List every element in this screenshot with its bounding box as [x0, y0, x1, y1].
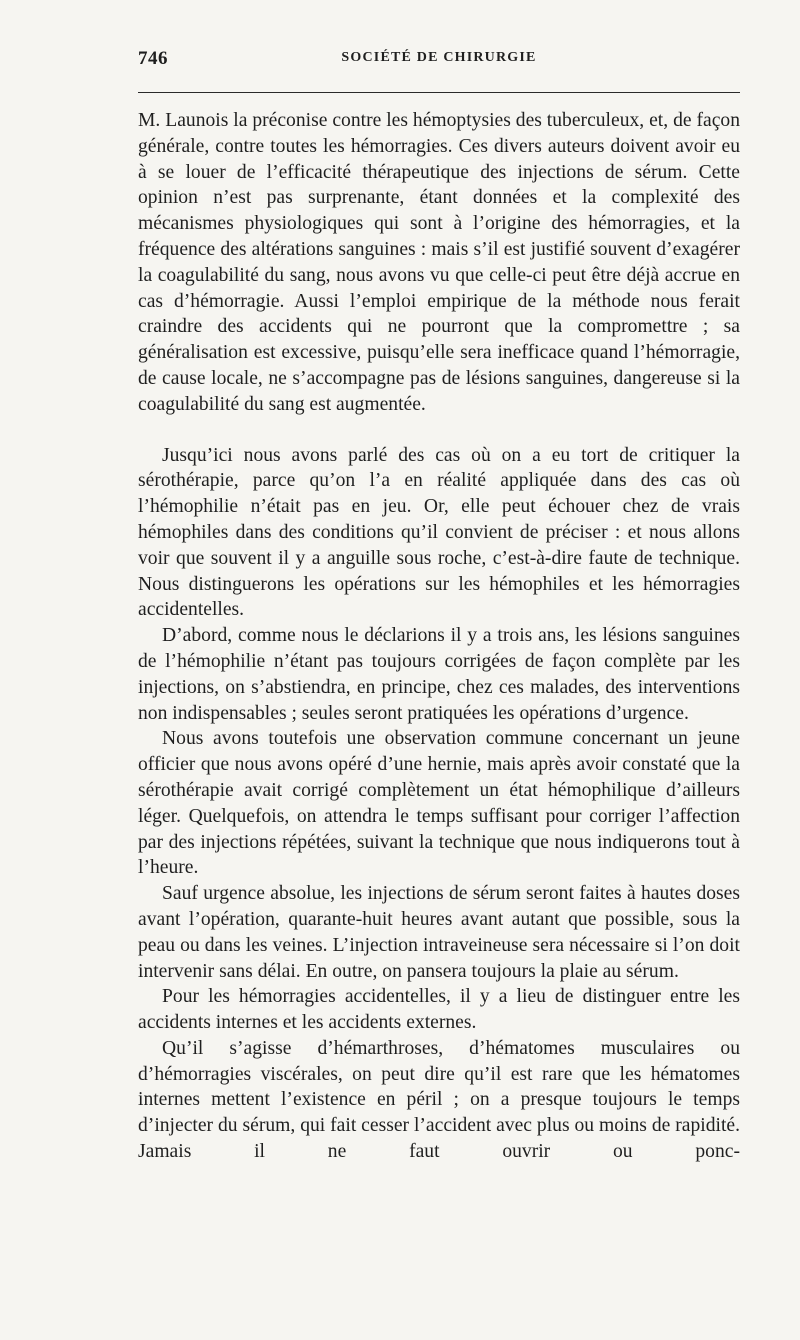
- page-number: 746: [138, 48, 168, 69]
- paragraph: Nous avons toutefois une observation commune concernant un jeune officier que nous avons opéré d’une hernie, mais après avoir constaté que la sérothérapie avait corrigé complètement un état hémophilique d’ailleurs léger. Quelquefois, on attendra le temps suffisant pour corriger l’affection par des injections répétées, suivant la technique que nous indiquerons tout à l’heure.: [138, 728, 740, 879]
- paragraph: M. Launois la préconise contre les hémoptysies des tuberculeux, et, de façon générale, contre toutes les hémorragies. Ces divers auteurs doivent avoir eu à se louer de l’efficacité thérapeutique des injections de sérum. Cette opinion n’est pas surprenante, étant données et la complexité des mécanismes physiologiques qui sont à l’origine des hémorragies, et la fréquence des altérations sanguines : mais s’il est justifié souvent d’exagérer la coagulabilité du sang, nous avons vu que celle-ci peut être déjà accrue en cas d’hémorragie. Aussi l’emploi empirique de la méthode nous ferait craindre des accidents qui ne pourront que la compromettre ; sa généralisation est excessive, puisqu’elle sera inefficace quand l’hémorragie, de cause locale, ne s’accompagne pas de lésions sanguines, dangereuse si la coagulabilité du sang est augmentée.: [138, 110, 740, 415]
- paragraph: Sauf urgence absolue, les injections de sérum seront faites à hautes doses avant l’opération, quarante-huit heures avant autant que possible, sous la peau ou dans les veines. L’injection intraveineuse sera nécessaire si l’on doit intervenir sans délai. En outre, on pansera toujours la plaie au sérum.: [138, 883, 740, 982]
- paragraph: Pour les hémorragies accidentelles, il y a lieu de distinguer entre les accidents internes et les accidents externes.: [138, 986, 740, 1034]
- paragraph: Jusqu’ici nous avons parlé des cas où on a eu tort de critiquer la sérothérapie, parce qu’on l’a en réalité appliquée dans des cas où l’hémophilie n’était pas en jeu. Or, elle peut échouer chez de vrais hémophiles dans des conditions qu’il convient de préciser : et nous allons voir que souvent il y a anguille sous roche, c’est-à-dire faute de technique. Nous distinguerons les opérations sur les hémophiles et les hémorragies accidentelles.: [138, 444, 740, 621]
- body-text: [138, 108, 740, 1165]
- paragraph: D’abord, comme nous le déclarions il y a trois ans, les lésions sanguines de l’hémophilie n’étant pas toujours corrigées de façon complète par les injections, on s’abstiendra, en principe, chez ces malades, des interventions non indispensables ; seules seront pratiquées les opérations d’urgence.: [138, 625, 740, 724]
- page-header: [138, 48, 740, 72]
- paragraph: Qu’il s’agisse d’hémarthroses, d’hématomes musculaires ou d’hémorragies viscérales, on peut dire qu’il est rare que les hématomes internes mettent l’existence en péril ; on a presque toujours le temps d’injecter du sérum, qui fait cesser l’accident avec plus ou moins de rapidité. Jamais il ne faut ouvrir ou ponc-: [138, 1037, 740, 1163]
- header-rule: [138, 92, 740, 93]
- running-head: SOCIÉTÉ DE CHIRURGIE: [341, 50, 537, 65]
